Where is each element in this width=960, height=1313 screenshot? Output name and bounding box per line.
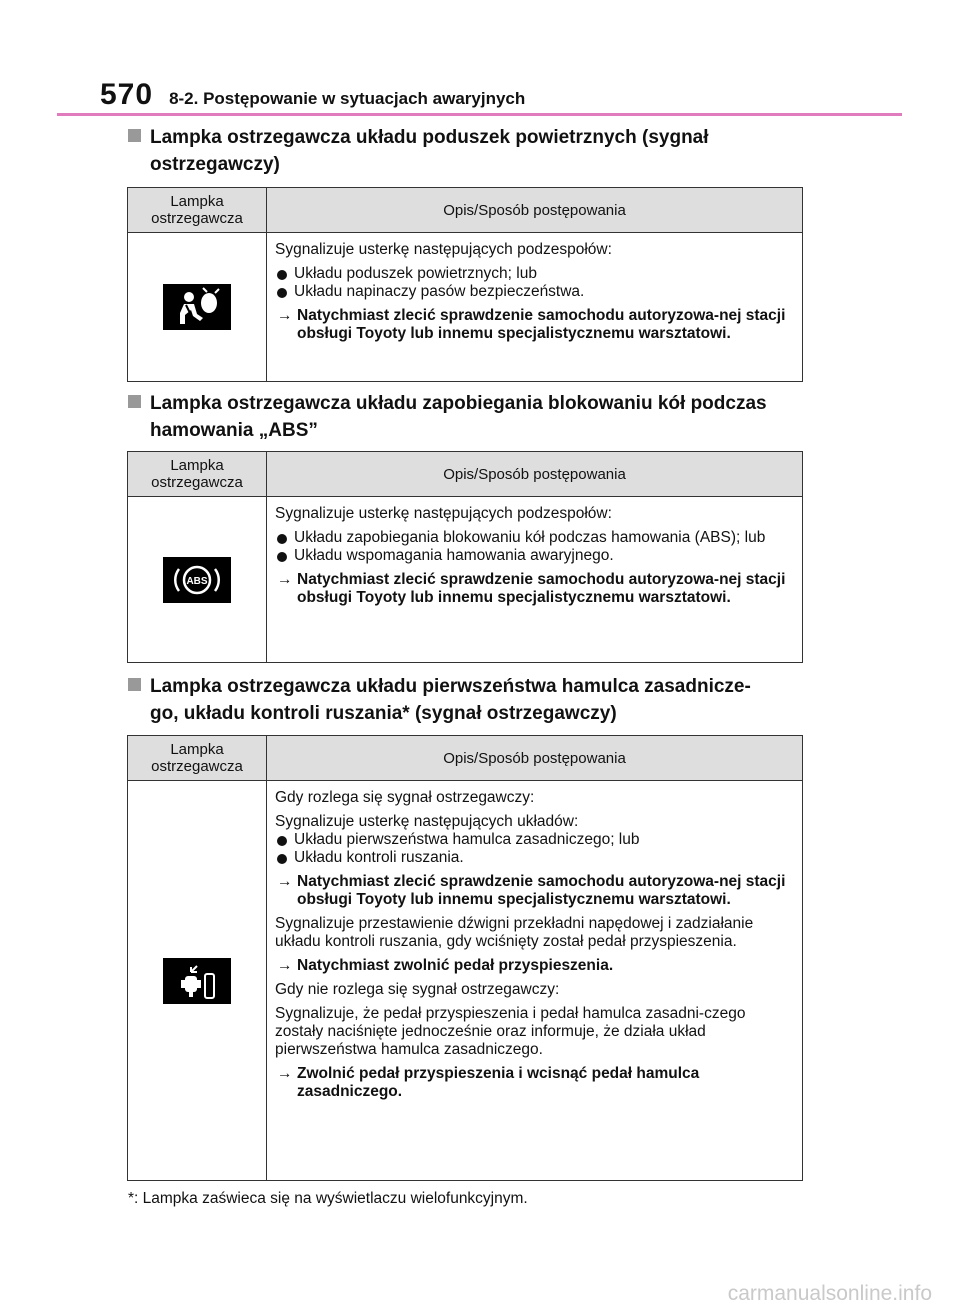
col-header-desc: Opis/Sposób postępowania — [267, 188, 803, 233]
footnote: *: Lampka zaświeca się na wyświetlaczu wielofunkcyjnym. — [128, 1190, 528, 1207]
header-rule — [57, 113, 902, 116]
warning-table-brake-override — [127, 735, 803, 1181]
desc-cell — [267, 497, 803, 663]
abs-icon-label: ABS — [186, 575, 208, 587]
list-item: Układu poduszek powietrznych; lub — [275, 265, 796, 283]
col-header-desc: Opis/Sposób postępowania — [267, 452, 803, 497]
square-bullet-icon — [128, 678, 141, 691]
col-header-desc: Opis/Sposób postępowania — [267, 736, 803, 781]
warning-table-abs — [127, 451, 803, 663]
desc-text: Sygnalizuje usterkę następujących układów: — [275, 813, 579, 830]
icon-cell — [128, 233, 267, 382]
list-item: Układu kontroli ruszania. — [275, 849, 796, 867]
bullet-list — [275, 831, 796, 867]
arrow-icon: → — [277, 873, 293, 890]
warning-table-airbag — [127, 187, 803, 382]
list-item: Układu napinaczy pasów bezpieczeństwa. — [275, 283, 796, 301]
action-item — [275, 957, 796, 975]
brake-override-warning-icon — [163, 958, 231, 1004]
arrow-icon: → — [277, 571, 293, 588]
section-title-text: hamowania „ABS” — [150, 420, 318, 441]
square-bullet-icon — [128, 129, 141, 142]
action-item — [275, 571, 796, 607]
arrow-icon: → — [277, 307, 293, 324]
list-item: Układu pierwszeństwa hamulca zasadniczego; lub — [275, 831, 796, 849]
airbag-warning-icon — [163, 284, 231, 330]
action-text: Natychmiast zlecić sprawdzenie samochodu autoryzowa-nej stacji obsługi Toyoty lub innemu specjalistycznemu warsztatowi. — [297, 873, 786, 908]
desc-text: Sygnalizuje, że pedał przyspieszenia i pedał hamulca zasadni-czego zostały naciśnięte jednocześnie oraz informuje, że działa układ pierwszeństwa hamulca zasadniczego. — [275, 1005, 746, 1058]
section-title-airbag — [128, 124, 808, 178]
abs-warning-icon — [163, 557, 231, 603]
desc-cell — [267, 233, 803, 382]
action-item — [275, 1065, 796, 1101]
section-title-text: go, układu kontroli ruszania* (sygnał ostrzegawczy) — [150, 703, 617, 724]
chapter-title: 8-2. Postępowanie w sytuacjach awaryjnych — [169, 89, 526, 108]
action-text: Natychmiast zlecić sprawdzenie samochodu autoryzowa-nej stacji obsługi Toyoty lub innemu specjalistycznemu warsztatowi. — [297, 571, 786, 606]
icon-cell — [128, 781, 267, 1181]
section-title-abs — [128, 390, 808, 444]
arrow-icon: → — [277, 957, 293, 974]
action-item — [275, 307, 796, 343]
desc-cell — [267, 781, 803, 1181]
desc-text: Sygnalizuje usterkę następujących podzespołów: — [275, 241, 612, 258]
section-title-brake-override — [128, 673, 808, 727]
list-item: Układu zapobiegania blokowaniu kół podczas hamowania (ABS); lub — [275, 529, 796, 547]
arrow-icon: → — [277, 1065, 293, 1082]
col-header-lamp: Lampka ostrzegawcza — [128, 188, 267, 233]
desc-text: Sygnalizuje usterkę następujących podzespołów: — [275, 505, 612, 522]
desc-text: Sygnalizuje przestawienie dźwigni przekładni napędowej i zadziałanie układu kontroli ruszania, gdy wciśnięty został pedał przyspieszenia. — [275, 915, 754, 950]
action-item — [275, 873, 796, 909]
page-header — [100, 78, 525, 112]
action-text: Natychmiast zwolnić pedał przyspieszenia. — [297, 957, 614, 974]
icon-cell — [128, 497, 267, 663]
section-title-text: Lampka ostrzegawcza układu poduszek powietrznych (sygnał — [150, 127, 709, 148]
col-header-lamp: Lampka ostrzegawcza — [128, 452, 267, 497]
watermark: carmanualsonline.info — [727, 1282, 932, 1305]
section-title-text: Lampka ostrzegawcza układu pierwszeństwa hamulca zasadnicze- — [150, 676, 751, 697]
square-bullet-icon — [128, 395, 141, 408]
action-text: Zwolnić pedał przyspieszenia i wcisnąć pedał hamulca zasadniczego. — [297, 1065, 700, 1100]
desc-text: Gdy rozlega się sygnał ostrzegawczy: — [275, 789, 535, 806]
page-number: 570 — [100, 78, 154, 111]
list-item: Układu wspomagania hamowania awaryjnego. — [275, 547, 796, 565]
section-title-text: Lampka ostrzegawcza układu zapobiegania blokowaniu kół podczas — [150, 393, 767, 414]
section-title-text: ostrzegawczy) — [150, 154, 280, 175]
col-header-lamp: Lampka ostrzegawcza — [128, 736, 267, 781]
desc-text: Gdy nie rozlega się sygnał ostrzegawczy: — [275, 981, 560, 998]
bullet-list — [275, 529, 796, 565]
bullet-list — [275, 265, 796, 301]
action-text: Natychmiast zlecić sprawdzenie samochodu autoryzowa-nej stacji obsługi Toyoty lub innemu specjalistycznemu warsztatowi. — [297, 307, 786, 342]
